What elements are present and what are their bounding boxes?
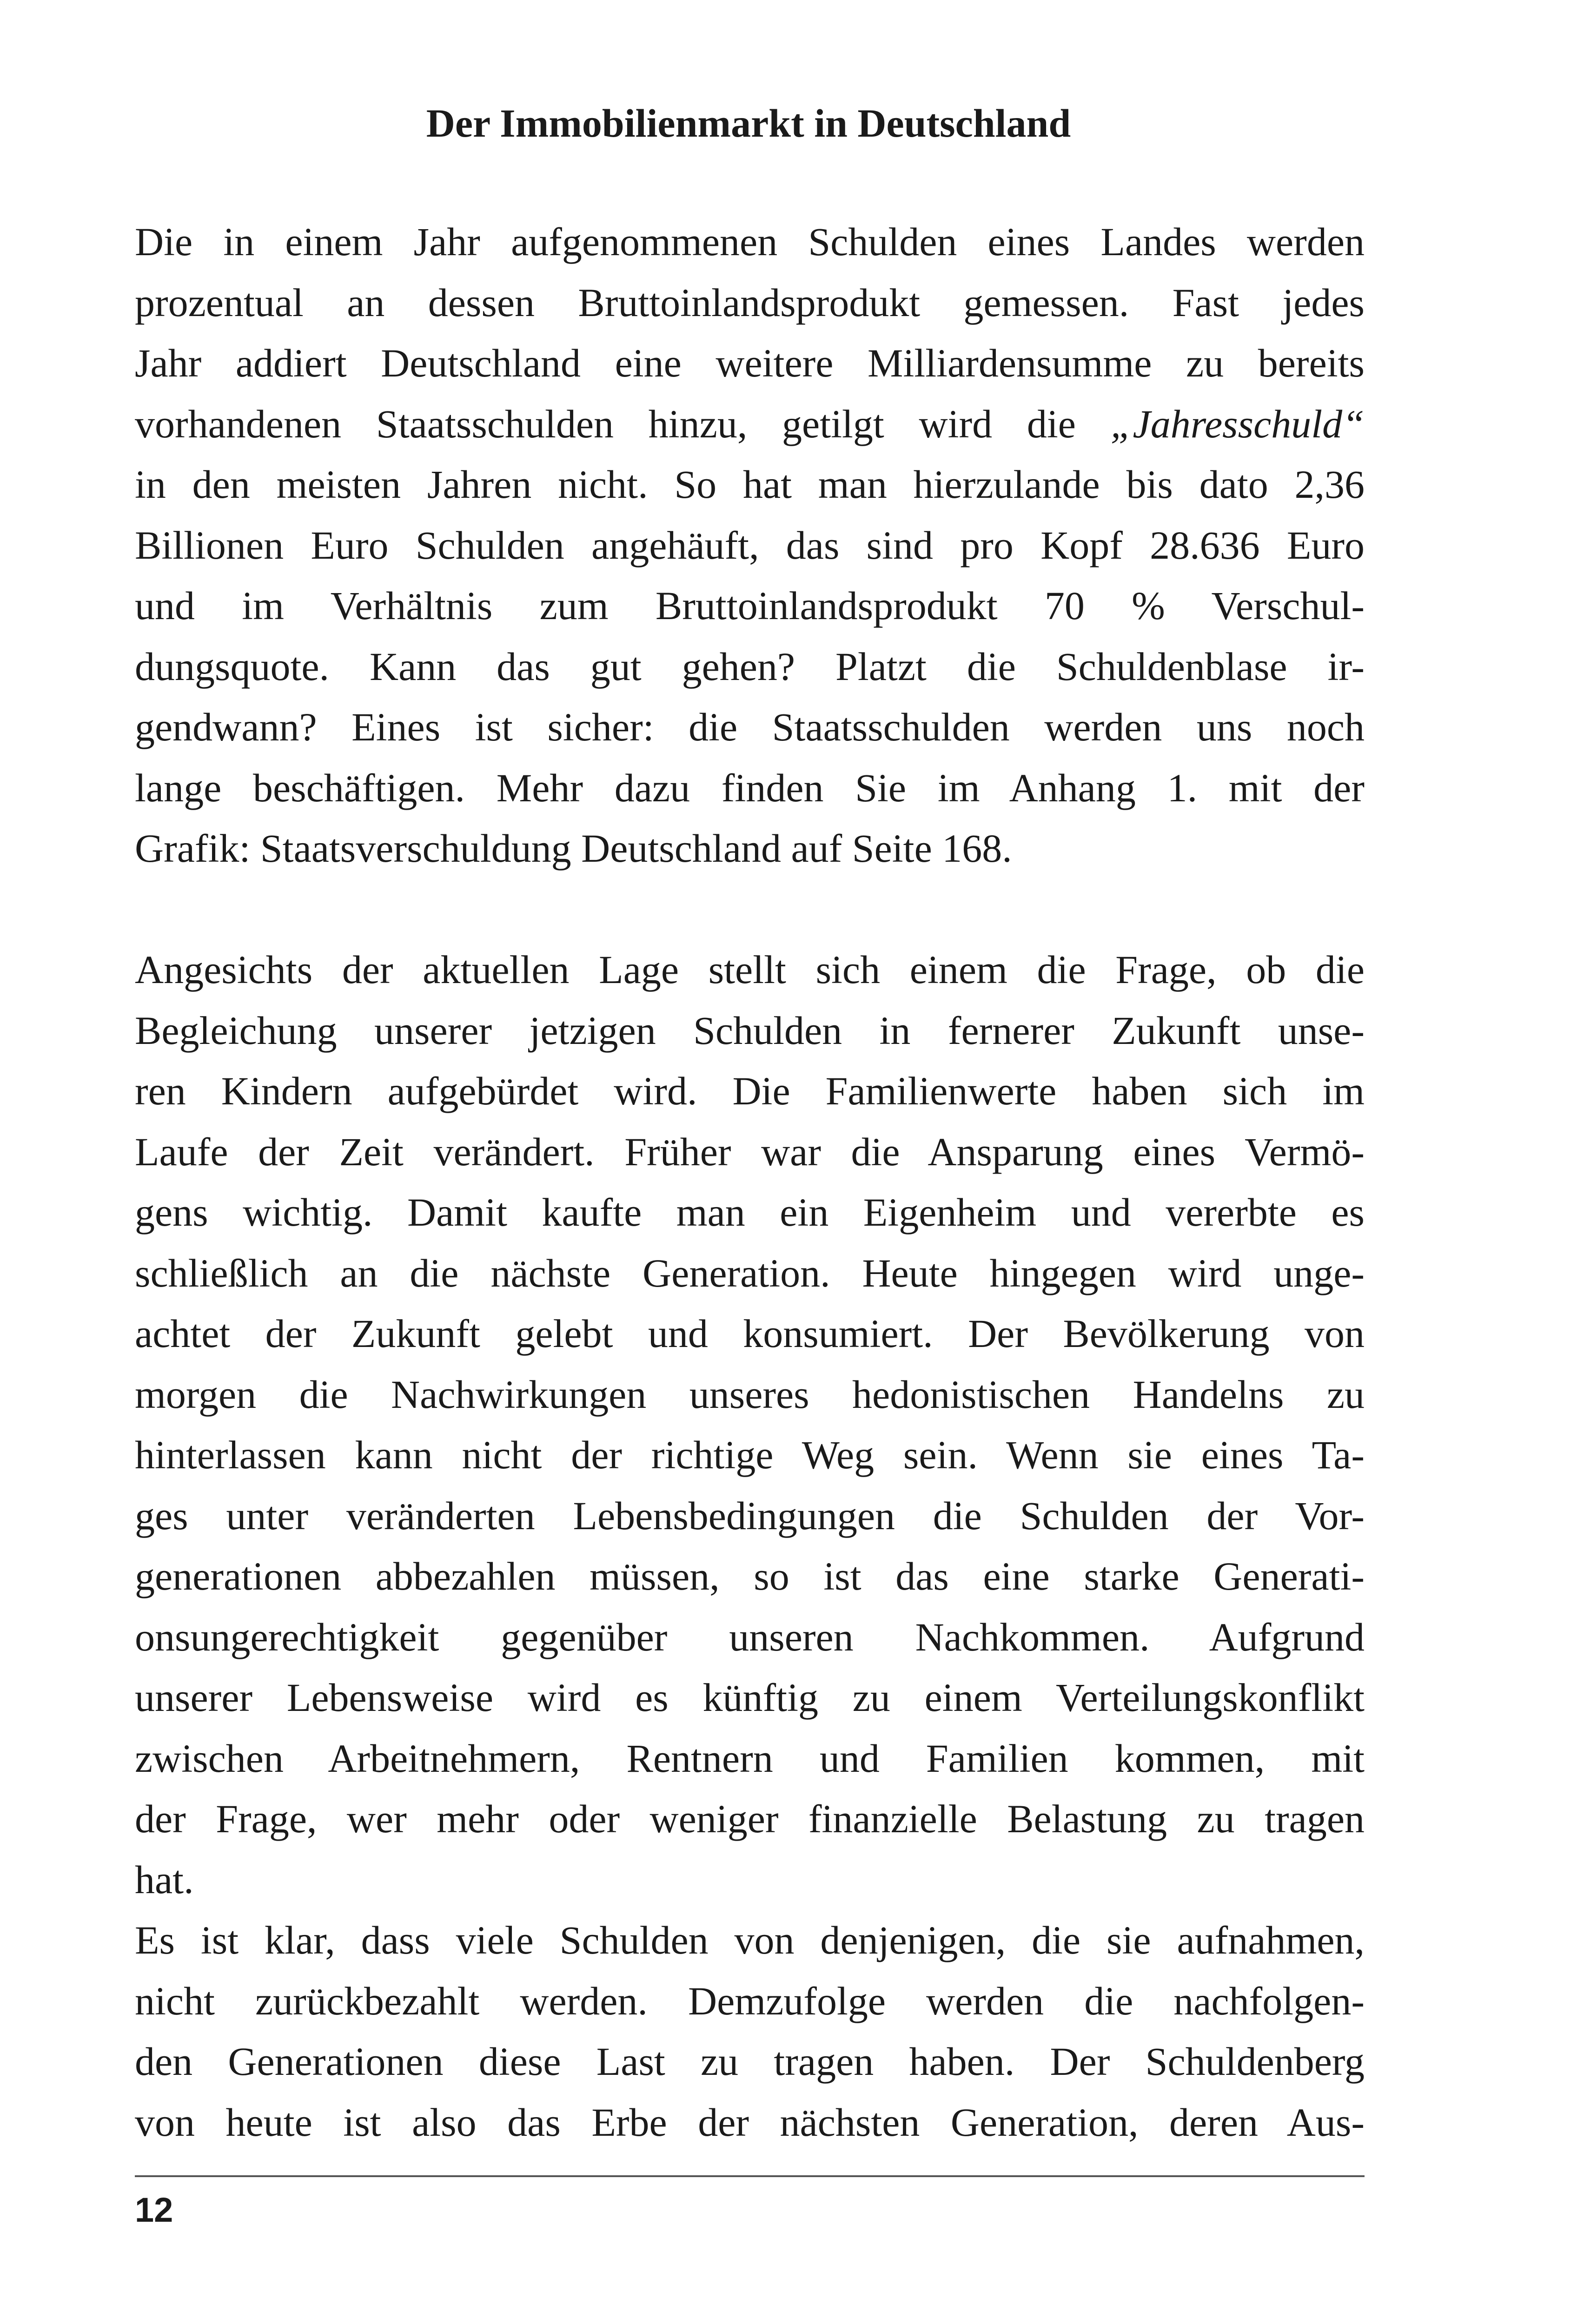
- text-line: gendwann? Eines ist sicher: die Staatsschulden werden uns noch: [135, 705, 1365, 749]
- text-line: der Frage, wer mehr oder weniger finanzielle Belastung zu tragen: [135, 1796, 1365, 1841]
- text-line: unserer Lebensweise wird es künftig zu einem Verteilungskonflikt: [135, 1675, 1365, 1720]
- paragraph-2: [135, 939, 1365, 1910]
- text-line: hat.: [135, 1857, 194, 1902]
- body-text: [135, 211, 1365, 2152]
- text-line: gens wichtig. Damit kaufte man ein Eigenheim und vererbte es: [135, 1190, 1365, 1235]
- text-line: Angesichts der aktuellen Lage stellt sich einem die Frage, ob die: [135, 947, 1365, 992]
- text-line-italic-term: vorhandenen Staatsschulden hinzu, getilgt wird die „Jahresschuld“: [135, 401, 1365, 446]
- text-line: zwischen Arbeitnehmern, Rentnern und Familien kommen, mit: [135, 1736, 1365, 1781]
- text-line: und im Verhältnis zum Bruttoinlandsprodukt 70 % Verschul-: [135, 583, 1365, 628]
- text-line: schließlich an die nächste Generation. Heute hingegen wird unge-: [135, 1250, 1365, 1295]
- paragraph-3: [135, 1910, 1365, 2152]
- text-line: Es ist klar, dass viele Schulden von denjenigen, die sie aufnahmen,: [135, 1918, 1365, 1962]
- text-line: Billionen Euro Schulden angehäuft, das sind pro Kopf 28.636 Euro: [135, 522, 1365, 568]
- text-line: ges unter veränderten Lebensbedingungen die Schulden der Vor-: [135, 1493, 1365, 1538]
- page-number: 12: [135, 2191, 173, 2229]
- text-line: Begleichung unserer jetzigen Schulden in fernerer Zukunft unse-: [135, 1008, 1365, 1053]
- text-line: Die in einem Jahr aufgenommenen Schulden eines Landes werden: [135, 219, 1365, 264]
- text-line: onsungerechtigkeit gegenüber unseren Nachkommen. Aufgrund: [135, 1614, 1365, 1659]
- text-line: Laufe der Zeit verändert. Früher war die Ansparung eines Vermö-: [135, 1129, 1365, 1174]
- text-line: prozentual an dessen Bruttoinlandsprodukt gemessen. Fast jedes: [135, 280, 1365, 325]
- italic-term: „Jahresschuld“: [1110, 401, 1365, 446]
- running-title: Der Immobilienmarkt in Deutschland: [426, 101, 1071, 145]
- text-line: dungsquote. Kann das gut gehen? Platzt die Schuldenblase ir-: [135, 644, 1365, 689]
- text-line: hinterlassen kann nicht der richtige Weg sein. Wenn sie eines Ta-: [135, 1433, 1365, 1477]
- footer-rule: [135, 2175, 1365, 2177]
- text-line: Grafik: Staatsverschuldung Deutschland auf Seite 168.: [135, 826, 1012, 871]
- text-line: den Generationen diese Last zu tragen haben. Der Schuldenberg: [135, 2039, 1365, 2084]
- text-line: Jahr addiert Deutschland eine weitere Milliardensumme zu bereits: [135, 341, 1365, 385]
- text-line: ren Kindern aufgebürdet wird. Die Familienwerte haben sich im: [135, 1069, 1365, 1113]
- text-line: in den meisten Jahren nicht. So hat man hierzulande bis dato 2,36: [135, 462, 1365, 507]
- text-line: lange beschäftigen. Mehr dazu finden Sie im Anhang 1. mit der: [135, 765, 1365, 810]
- paragraph-gap: [135, 879, 1365, 940]
- text-line: morgen die Nachwirkungen unseres hedonistischen Handelns zu: [135, 1372, 1365, 1417]
- text-line: generationen abbezahlen müssen, so ist das eine starke Generati-: [135, 1554, 1365, 1598]
- paragraph-1: [135, 211, 1365, 879]
- text-line: achtet der Zukunft gelebt und konsumiert. Der Bevölkerung von: [135, 1311, 1365, 1356]
- text-line: nicht zurückbezahlt werden. Demzufolge werden die nachfolgen-: [135, 1978, 1365, 2023]
- text-line: von heute ist also das Erbe der nächsten Generation, deren Aus-: [135, 2100, 1365, 2145]
